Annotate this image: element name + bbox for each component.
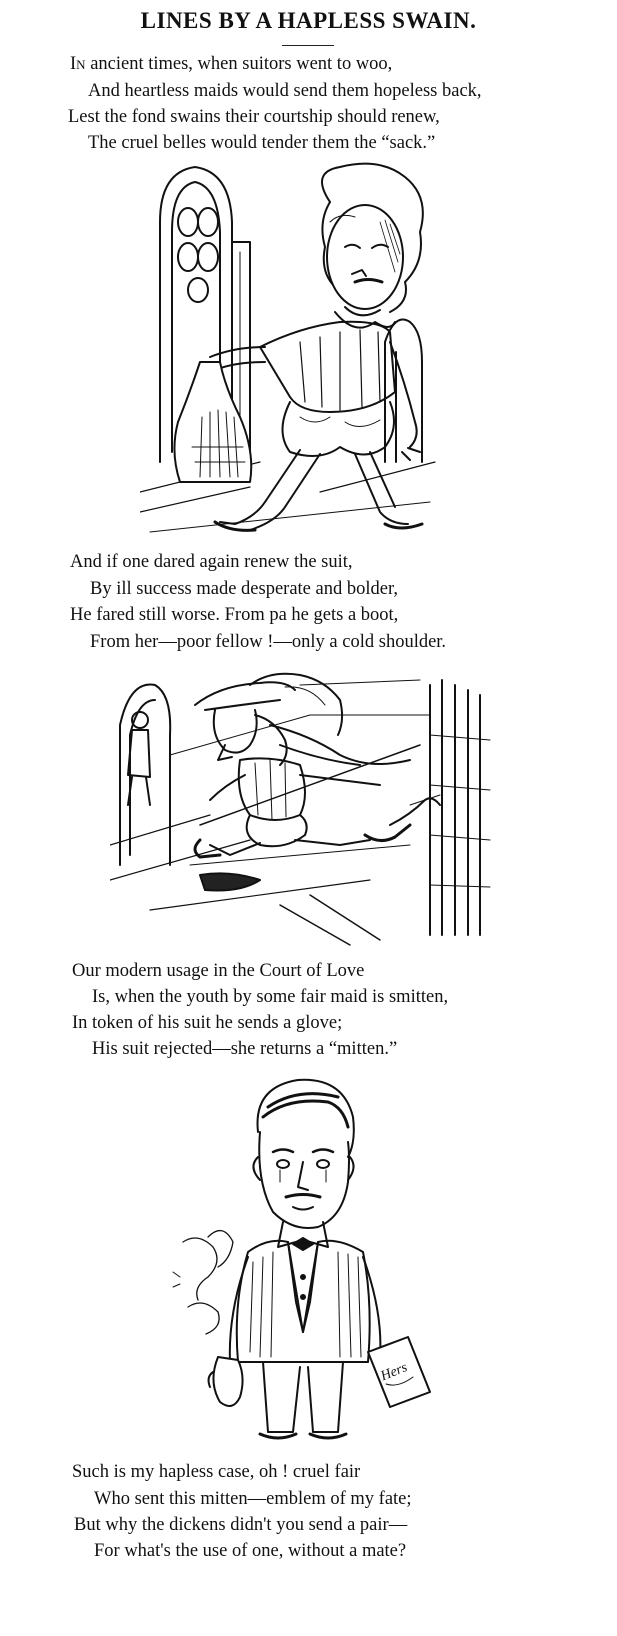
letter-text: Hers [378,1360,410,1385]
stanza-2-line-3: He fared still worse. From pa he gets a boot, [70,605,399,625]
stanza-1-line-2: And heartless maids would send them hopeless back, [88,81,482,101]
modern-swain-with-mitten-engraving [168,1072,443,1447]
stanza-4-line-1: Such is my hapless case, oh ! cruel fair [72,1462,361,1482]
stanza-2-line-2: By ill success made desperate and bolder, [90,579,399,599]
stanza-1-line-3: Lest the fond swains their courtship should renew, [68,107,440,127]
swain-holding-sack-engraving [140,162,440,542]
poem-title: LINES BY A HAPLESS SWAIN. [140,8,477,33]
line-text: ancient times, when suitors went to woo, [85,54,393,74]
stanza-2-line-4: From her—poor fellow !—only a cold shoulder. [90,632,447,652]
stanza-3-line-1: Our modern usage in the Court of Love [72,961,365,981]
stanza-2-line-1: And if one dared again renew the suit, [70,552,353,572]
stanza-3-line-2: Is, when the youth by some fair maid is smitten, [92,987,449,1007]
stanza-3-line-4: His suit rejected—she returns a “mitten.” [92,1039,398,1059]
drop-word: In [70,54,86,74]
stanza-4-line-2: Who sent this mitten—emblem of my fate; [94,1489,412,1509]
swain-kicked-out-engraving [110,665,495,950]
stanza-1-line-4: The cruel belles would tender them the “sack.” [88,133,436,153]
stanza-4-line-3: But why the dickens didn't you send a pair— [74,1515,408,1535]
stanza-1-line-1 [70,55,392,74]
title-rule [282,45,334,46]
stanza-4-line-4: For what's the use of one, without a mate? [94,1541,407,1561]
stanza-3-line-3: In token of his suit he sends a glove; [72,1013,343,1033]
